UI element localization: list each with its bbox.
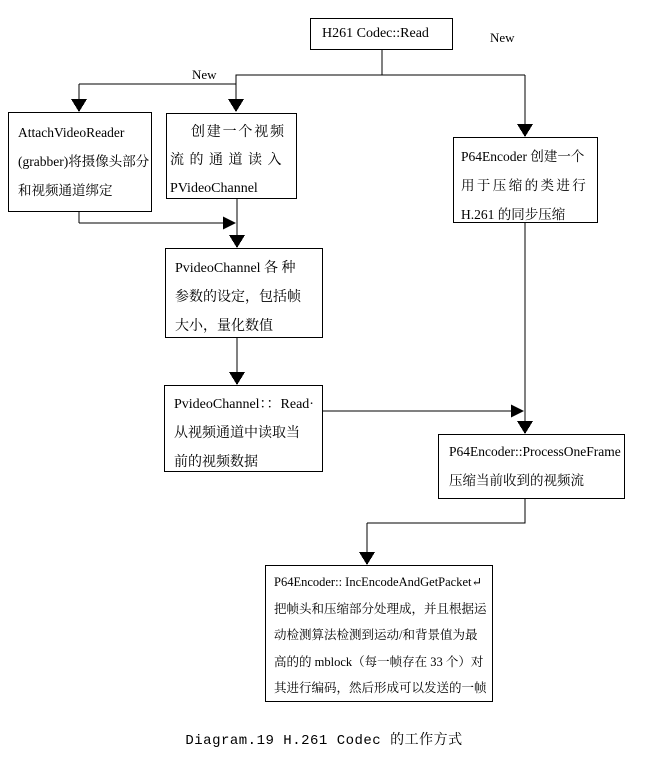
diagram-caption: Diagram.19 H.261 Codec 的工作方式 [185,733,463,749]
flow-box-line: PvideoChannel 各 种 [175,261,296,276]
flow-box-create-video-channel [166,113,297,199]
flow-box-line: 其进行编码，然后形成可以发送的一帧 [274,681,487,695]
flow-box-line: 把帧头和压缩部分处理成，并且根据运 [274,601,487,616]
flow-box-line: 压缩当前收到的视频流 [449,473,584,488]
flow-box-line: PVideoChannel [170,181,258,196]
flow-box-line: 和视频通道绑定 [18,183,113,198]
flow-box-line: 高的的 mblock（每一帧存在 33 个）对 [274,654,484,669]
arrow-down-icon [228,99,244,112]
arrow-down-icon [71,99,87,112]
arrow-right-icon [511,405,524,418]
flow-box-line: 参数的设定，包括帧 [175,290,301,305]
arrow-down-icon [517,421,533,434]
flow-box-line: H.261 的同步压缩 [461,207,566,222]
new-label-right: New [490,30,515,45]
flow-box-line: 用于压缩的类进行 [461,178,589,193]
flow-box-inc-encode-and-get-packet [265,565,493,702]
flow-box-pvideochannel-read [164,385,323,472]
arrow-down-icon [359,552,375,565]
flow-box-pvideochannel-params [165,248,323,338]
flow-box-line: H261 Codec::Read [322,26,429,41]
flow-box-line: 流的通道读入 [170,153,287,168]
flow-box-line: P64Encoder:: IncEncodeAndGetPacket↵ [274,575,482,589]
arrow-down-icon [229,372,245,385]
flow-box-h261-codec-read [310,18,453,50]
flow-box-line: 大小，量化数值 [175,319,273,334]
flow-box-line: 创建一个视频 [191,125,286,140]
flow-box-line: 动检测算法检测到运动/和背景值为最 [274,628,478,642]
arrow-right-icon [223,217,236,230]
flow-box-line: 从视频通道中读取当 [174,426,300,441]
arrow-down-icon [229,235,245,248]
flow-box-p64encoder-create [453,137,598,223]
flow-box-line: AttachVideoReader [18,125,125,140]
flow-box-process-one-frame [438,434,625,499]
arrow-down-icon [517,124,533,137]
flow-box-line: P64Encoder 创建一个 [461,149,585,164]
flow-box-attach-video-reader [8,112,152,212]
flow-box-line: 前的视频数据 [174,455,258,470]
flow-box-line: PvideoChannel：：Read· [174,397,314,412]
new-label-left: New [192,67,217,82]
flow-box-line: P64Encoder::ProcessOneFrame [449,444,621,459]
flow-box-line: (grabber)将摄像头部分 [18,154,150,169]
